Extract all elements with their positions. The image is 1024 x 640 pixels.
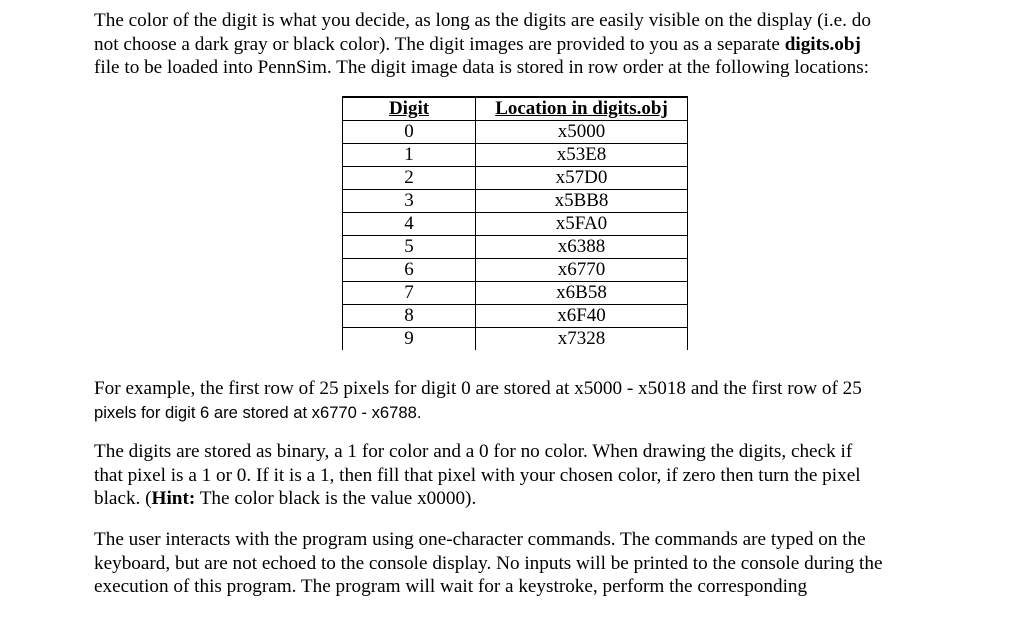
table-row	[343, 167, 688, 190]
location-cell: x57D0	[476, 167, 688, 190]
column-header-location: Location in digits.obj	[476, 97, 688, 121]
digit-cell: 7	[343, 282, 476, 305]
location-cell: x6F40	[476, 305, 688, 328]
hint-label: Hint:	[151, 488, 196, 510]
text-span: The color black is the value x0000).	[195, 488, 477, 510]
table-row	[343, 236, 688, 259]
text-line: The user interacts with the program using one-character commands. The commands are typed on the	[94, 529, 866, 550]
text-line: pixels for digit 6 are stored at x6770 - x6788.	[94, 402, 422, 422]
text-line	[94, 487, 994, 511]
location-cell: x5BB8	[476, 190, 688, 213]
intro-paragraph	[94, 9, 994, 80]
location-cell: x6B58	[476, 282, 688, 305]
digit-cell: 1	[343, 144, 476, 167]
digit-cell: 6	[343, 259, 476, 282]
table-row	[343, 121, 688, 144]
digit-cell: 9	[343, 328, 476, 351]
digit-cell: 8	[343, 305, 476, 328]
table-row	[343, 144, 688, 167]
text-line: keyboard, but are not echoed to the console display. No inputs will be printed to the console during the	[94, 552, 883, 574]
table-row	[343, 259, 688, 282]
location-cell: x6770	[476, 259, 688, 282]
digit-cell: 2	[343, 167, 476, 190]
digit-cell: 4	[343, 213, 476, 236]
table-header-row	[343, 97, 688, 121]
commands-paragraph	[94, 528, 994, 599]
text-line: The digits are stored as binary, a 1 for color and a 0 for no color. When drawing the digits, check if	[94, 441, 853, 462]
digit-cell: 3	[343, 190, 476, 213]
table-row	[343, 282, 688, 305]
location-cell: x5FA0	[476, 213, 688, 236]
digit-cell: 5	[343, 236, 476, 259]
binary-paragraph	[94, 440, 994, 511]
text-line: For example, the first row of 25 pixels for digit 0 are stored at x5000 - x5018 and the first row of 25	[94, 378, 862, 399]
text-line: file to be loaded into PennSim. The digit image data is stored in row order at the following locations:	[94, 57, 869, 79]
text-line: execution of this program. The program will wait for a keystroke, perform the corresponding	[94, 576, 808, 598]
text-span: not choose a dark gray or black color). The digit images are provided to you as a separate	[94, 33, 785, 55]
filename-bold: digits.obj	[784, 33, 861, 55]
table-row	[343, 328, 688, 351]
location-cell: x53E8	[476, 144, 688, 167]
location-cell: x5000	[476, 121, 688, 144]
location-cell: x7328	[476, 328, 688, 351]
location-cell: x6388	[476, 236, 688, 259]
text-span: black. (	[94, 488, 152, 510]
digit-locations-table	[342, 96, 688, 350]
digit-cell: 0	[343, 121, 476, 144]
text-line	[94, 33, 994, 57]
text-line: The color of the digit is what you decide, as long as the digits are easily visible on the display (i.e. do	[94, 10, 871, 31]
column-header-digit: Digit	[343, 97, 476, 121]
example-paragraph	[94, 377, 994, 424]
table-row	[343, 190, 688, 213]
table-row	[343, 305, 688, 328]
text-line: that pixel is a 1 or 0. If it is a 1, then fill that pixel with your chosen color, if zero then turn the pixel	[94, 464, 861, 486]
table-row	[343, 213, 688, 236]
